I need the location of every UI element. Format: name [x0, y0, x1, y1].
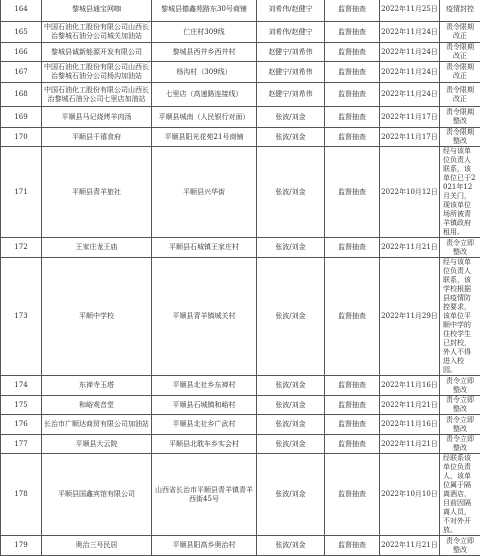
unit-address: 平顺县北社乡东禅村 [152, 376, 257, 396]
inspection-result: 责令立即整改 [440, 415, 480, 435]
unit-name: 王家庄龙王庙 [42, 238, 152, 258]
inspection-date: 2022年10月12日 [380, 147, 440, 238]
inspection-result: 责令限期改正 [440, 83, 480, 107]
inspection-date: 2022年11月16日 [380, 376, 440, 396]
inspection-date: 2022年11月21日 [380, 536, 440, 556]
inspection-result: 责令限期改正 [440, 22, 480, 43]
unit-name: 中国石油化工股份有限公司山西长治黎城石油分公司杨沟加油站 [42, 62, 152, 83]
inspectors: 张波/刘金 [257, 415, 325, 435]
inspection-date: 2022年11月24日 [380, 62, 440, 83]
row-number: 177 [1, 435, 42, 454]
unit-name: 平顺县千禧食府 [42, 128, 152, 147]
inspectors: 张波/刘金 [257, 147, 325, 238]
unit-address: 黎城县德鑫苑路东30号商铺 [152, 0, 257, 22]
row-number: 179 [1, 536, 42, 556]
inspectors: 刘希伟/赵健宁 [257, 22, 325, 43]
table-row [1, 536, 480, 556]
unit-name: 平顺中学校 [42, 258, 152, 376]
unit-address: 平顺县城南（人民银行对面） [152, 107, 257, 128]
table-row [1, 258, 480, 376]
inspection-method: 监督抽查 [325, 396, 380, 415]
row-number: 174 [1, 376, 42, 396]
inspection-result: 责令立即整改 [440, 376, 480, 396]
unit-address: 平顺县青羊镇城关村 [152, 258, 257, 376]
unit-address: 七里店（高速路连接线） [152, 83, 257, 107]
unit-name: 平顺县青羊旅社 [42, 147, 152, 238]
unit-address: 平顺县北耽车乡实会村 [152, 435, 257, 454]
table-row [1, 0, 480, 22]
inspection-date: 2022年11月29日 [380, 258, 440, 376]
unit-name: 长治市广顺达商贸有限公司加油站 [42, 415, 152, 435]
unit-name: 和峪观音堂 [42, 396, 152, 415]
table-row [1, 415, 480, 435]
unit-name: 奥治三号民居 [42, 536, 152, 556]
inspection-result: 责令立即整改 [440, 435, 480, 454]
unit-name: 平顺县国鑫宾馆有限公司 [42, 454, 152, 536]
unit-name: 东禅寺玉塔 [42, 376, 152, 396]
inspection-result: 责令立即整改 [440, 396, 480, 415]
inspectors: 张波/刘金 [257, 454, 325, 536]
table-row [1, 147, 480, 238]
inspection-date: 2022年11月24日 [380, 22, 440, 43]
inspection-date: 2022年11月25日 [380, 0, 440, 22]
unit-address: 黎城县西井乡西井村 [152, 43, 257, 62]
inspection-date: 2022年11月24日 [380, 43, 440, 62]
unit-address: 山西省长治市平顺县青羊镇青羊西街45号 [152, 454, 257, 536]
unit-name: 平顺县大云院 [42, 435, 152, 454]
inspection-date: 2022年11月16日 [380, 415, 440, 435]
inspection-result: 经联系该单位负责人，该单位属于隔离酒店，目前因隔离人员，不对外开放。 [440, 454, 480, 536]
inspection-result: 责令限期改正 [440, 43, 480, 62]
inspection-date: 2022年11月24日 [380, 83, 440, 107]
inspection-date: 2022年11月21日 [380, 396, 440, 415]
row-number: 178 [1, 454, 42, 536]
inspectors: 张波/刘金 [257, 258, 325, 376]
table-row [1, 376, 480, 396]
inspection-result: 责令立即整改 [440, 536, 480, 556]
inspection-result: 责令限期整改 [440, 107, 480, 128]
inspection-method: 监督抽查 [325, 107, 380, 128]
row-number: 171 [1, 147, 42, 238]
table-row [1, 128, 480, 147]
inspection-result: 责令限期改正 [440, 62, 480, 83]
row-number: 169 [1, 107, 42, 128]
inspection-method: 监督抽查 [325, 22, 380, 43]
inspection-method: 监督抽查 [325, 62, 380, 83]
inspection-date: 2022年11月17日 [380, 107, 440, 128]
inspectors: 赵健宁/刘希伟 [257, 83, 325, 107]
inspectors: 张波/刘金 [257, 238, 325, 258]
inspectors: 赵健宁/刘希伟 [257, 62, 325, 83]
table-row [1, 435, 480, 454]
table-row [1, 238, 480, 258]
inspectors: 张波/刘金 [257, 107, 325, 128]
unit-address: 平顺县阳高乡奥治村 [152, 536, 257, 556]
row-number: 164 [1, 0, 42, 22]
unit-name: 平顺县马记烧烤羊肉汤 [42, 107, 152, 128]
row-number: 167 [1, 62, 42, 83]
unit-name: 黎城县通宝网咖 [42, 0, 152, 22]
unit-name: 中国石油化工股份有限公司山西长治黎城石油分公司城关加油站 [42, 22, 152, 43]
table-row [1, 22, 480, 43]
inspectors: 张波/刘金 [257, 396, 325, 415]
inspection-result: 经与该单位负责人联系，该单位已于2021年12月关门，现该单位场所被青羊镇政府租用。 [440, 147, 480, 238]
row-number: 166 [1, 43, 42, 62]
unit-address: 平顺县北社乡广武村 [152, 415, 257, 435]
unit-name: 黎城县诚新能源开发有限公司 [42, 43, 152, 62]
inspection-method: 监督抽查 [325, 43, 380, 62]
inspectors: 张波/刘金 [257, 435, 325, 454]
row-number: 173 [1, 258, 42, 376]
table-row [1, 62, 480, 83]
inspection-date: 2022年11月21日 [380, 238, 440, 258]
inspectors: 张波/刘金 [257, 536, 325, 556]
row-number: 176 [1, 415, 42, 435]
inspection-method: 监督抽查 [325, 435, 380, 454]
table-row [1, 43, 480, 62]
table-row [1, 107, 480, 128]
unit-address: 平顺县阳光花苑21号商铺 [152, 128, 257, 147]
inspection-method: 监督抽查 [325, 454, 380, 536]
inspection-date: 2022年10月10日 [380, 454, 440, 536]
inspection-date: 2022年11月17日 [380, 128, 440, 147]
inspectors: 张波/刘金 [257, 128, 325, 147]
inspection-method: 监督抽查 [325, 536, 380, 556]
inspection-result: 责令限期整改 [440, 128, 480, 147]
row-number: 168 [1, 83, 42, 107]
table-row [1, 454, 480, 536]
inspectors: 张波/刘金 [257, 376, 325, 396]
inspection-method: 监督抽查 [325, 238, 380, 258]
unit-name: 中国石油化工股份有限公司山西长治黎城石油分公司七里店加油站 [42, 83, 152, 107]
inspectors: 赵健宁/刘希伟 [257, 43, 325, 62]
unit-address: 平顺县石城镇和峪村 [152, 396, 257, 415]
inspection-date: 2022年11月21日 [380, 435, 440, 454]
inspection-method: 监督抽查 [325, 415, 380, 435]
inspection-method: 监督抽查 [325, 376, 380, 396]
inspection-method: 监督抽查 [325, 128, 380, 147]
unit-address: 平顺县兴华街 [152, 147, 257, 238]
row-number: 170 [1, 128, 42, 147]
row-number: 175 [1, 396, 42, 415]
row-number: 165 [1, 22, 42, 43]
unit-address: 仁庄村309线 [152, 22, 257, 43]
inspection-method: 监督抽查 [325, 147, 380, 238]
table-row [1, 83, 480, 107]
inspection-result: 经与该单位负责人联系，该学校根据县疫情防控要求，该单位平顺中学的住校学生已封校，外人不得进入校园。 [440, 258, 480, 376]
inspection-result: 责令立即整改 [440, 238, 480, 258]
inspection-result: 疫情封控 [440, 0, 480, 22]
inspection-method: 监督抽查 [325, 258, 380, 376]
unit-address: 平顺县石城镇王家庄村 [152, 238, 257, 258]
inspection-method: 监督抽查 [325, 83, 380, 107]
inspectors: 刘希伟/赵健宁 [257, 0, 325, 22]
unit-address: 杨沟村（309线） [152, 62, 257, 83]
inspection-method: 监督抽查 [325, 0, 380, 22]
row-number: 172 [1, 238, 42, 258]
table-row [1, 396, 480, 415]
